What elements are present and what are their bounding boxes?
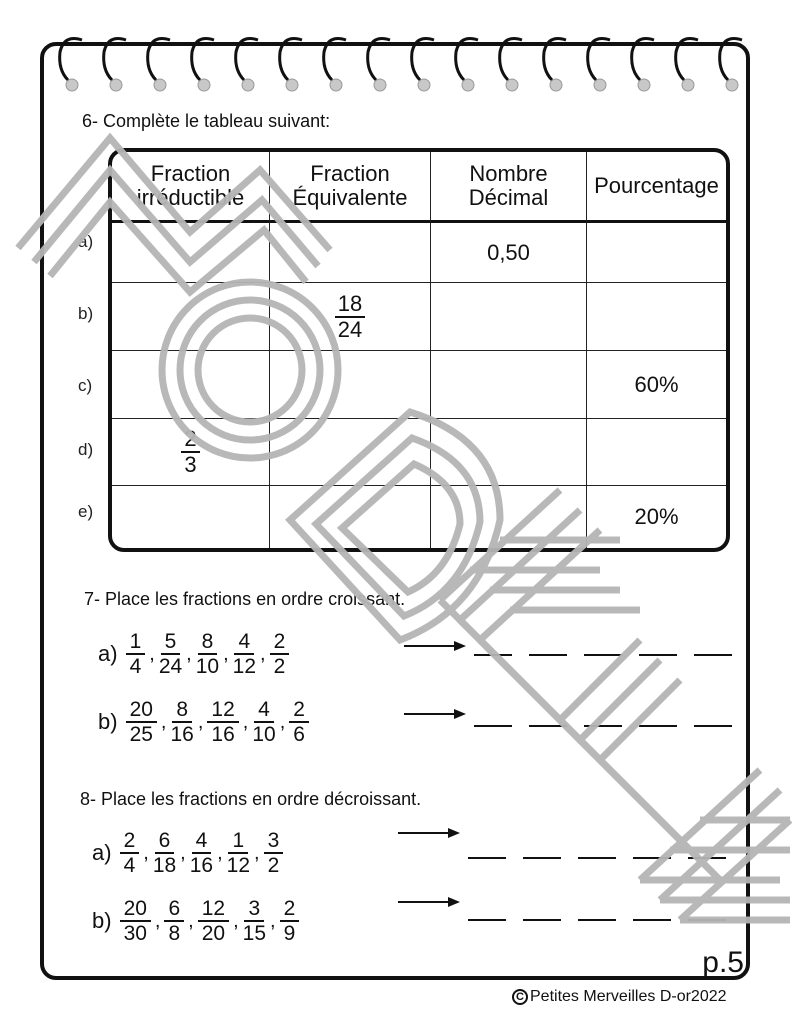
item-label: b) (98, 709, 118, 734)
fraction (270, 630, 290, 678)
answer-blank[interactable] (633, 918, 671, 921)
answer-blank[interactable] (578, 918, 616, 921)
numerator: 1 (126, 630, 146, 655)
cell-a-percentage[interactable] (587, 223, 726, 283)
fraction (164, 897, 184, 945)
comma-separator: , (197, 710, 204, 733)
row-label-c: c) (78, 376, 93, 395)
cell-c-equivalent[interactable] (270, 351, 431, 419)
comma-separator: , (143, 841, 149, 864)
cell-b-decimal[interactable] (431, 283, 587, 351)
answer-blank[interactable] (584, 724, 622, 727)
fraction (126, 630, 146, 678)
comma-separator: , (233, 909, 239, 932)
denominator: 20 (201, 922, 226, 945)
denominator: 12 (232, 655, 257, 678)
header-equivalent: Fraction Équivalente (270, 152, 431, 223)
answer-blank[interactable] (639, 724, 677, 727)
fraction-sequence-8b (92, 897, 299, 945)
numerator: 2 (280, 897, 300, 922)
answer-blanks-8b[interactable] (468, 918, 726, 921)
comma-separator: , (154, 909, 161, 932)
answer-blank[interactable] (468, 918, 506, 921)
cell-d-percentage[interactable] (587, 419, 726, 486)
answer-blank[interactable] (523, 918, 561, 921)
cell-b-equivalent (270, 283, 431, 351)
denominator: 18 (152, 854, 177, 877)
answer-blank[interactable] (688, 856, 726, 859)
numerator: 8 (198, 630, 218, 655)
answer-blank[interactable] (688, 918, 726, 921)
comma-separator: , (186, 642, 192, 665)
denominator: 30 (123, 922, 147, 945)
fraction-sequence-7b (98, 698, 309, 746)
fraction (196, 630, 219, 678)
answer-blank[interactable] (523, 856, 561, 859)
cell-b-percentage[interactable] (587, 283, 726, 351)
denominator: 4 (129, 655, 142, 678)
cell-c-irreducible[interactable] (112, 351, 270, 419)
numerator: 12 (198, 897, 229, 922)
fraction (198, 897, 229, 945)
cell-e-equivalent[interactable] (270, 486, 431, 548)
cell-a-irreducible[interactable] (112, 223, 270, 283)
denominator: 2 (273, 655, 286, 678)
denominator: 6 (293, 723, 305, 746)
fraction (227, 829, 250, 877)
copyright-text: Petites Merveilles D-or2022 (530, 988, 727, 1005)
row-label-b: b) (78, 304, 94, 323)
answer-blank[interactable] (584, 653, 622, 656)
fraction (120, 829, 140, 877)
denominator: 10 (252, 723, 276, 746)
numerator: 4 (254, 698, 274, 723)
numerator: 6 (164, 897, 184, 922)
copyright-icon: C (512, 989, 528, 1005)
section-8-heading: 8- Place les fractions en ordre décroissant. (80, 789, 422, 809)
denominator: 4 (123, 854, 136, 877)
fraction-sequence-8a (92, 829, 283, 877)
comma-separator: , (160, 710, 167, 733)
denominator: 9 (283, 922, 296, 945)
numerator: 4 (234, 630, 254, 655)
comma-separator: , (254, 841, 260, 864)
arrow-right-icon (398, 894, 460, 910)
fraction (159, 630, 182, 678)
numerator: 2 (270, 630, 290, 655)
numerator: 3 (264, 829, 284, 854)
comma-separator: , (270, 909, 276, 932)
cell-a-decimal: 0,50 (431, 223, 587, 283)
fraction (153, 829, 176, 877)
numerator: 2 (120, 829, 140, 854)
answer-blank[interactable] (694, 724, 732, 727)
numerator: 2 (289, 698, 309, 723)
denominator: 16 (170, 723, 194, 746)
comma-separator: , (180, 841, 186, 864)
answer-blank[interactable] (474, 724, 512, 727)
fraction (126, 698, 157, 746)
item-label: a) (92, 840, 112, 865)
answer-blanks-7a[interactable] (474, 653, 732, 656)
comma-separator: , (242, 710, 249, 733)
numerator: 3 (244, 897, 264, 922)
denominator: 16 (211, 723, 235, 746)
fraction: $\frac{2}{3}$ (181, 427, 199, 477)
numerator: 12 (207, 698, 238, 723)
fraction (170, 698, 193, 746)
header-decimal: Nombre Décimal (431, 152, 587, 223)
cell-a-equivalent[interactable] (270, 223, 431, 283)
cell-d-decimal[interactable] (431, 419, 587, 486)
fraction (233, 630, 256, 678)
denominator: 15 (242, 922, 267, 945)
fraction (207, 698, 238, 746)
fraction (289, 698, 309, 746)
denominator: 24 (158, 655, 183, 678)
comma-separator: , (149, 642, 155, 665)
numerator: 8 (172, 698, 192, 723)
fraction-table (108, 148, 730, 552)
comma-separator: , (188, 909, 194, 932)
denominator: 25 (129, 723, 153, 746)
denominator: 12 (226, 854, 251, 877)
section-6-heading: 6- Complète le tableau suivant: (82, 111, 331, 131)
denominator: 16 (189, 854, 214, 877)
cell-c-decimal[interactable] (431, 351, 587, 419)
denominator: 10 (195, 655, 220, 678)
numerator: 1 (228, 829, 248, 854)
arrow-right-icon (398, 825, 460, 841)
numerator: 5 (161, 630, 181, 655)
answer-blank[interactable] (474, 653, 512, 656)
numerator: 20 (126, 698, 157, 723)
cell-e-percentage: 20% (634, 504, 679, 529)
answer-blank[interactable] (529, 653, 567, 656)
answer-blank[interactable] (633, 856, 671, 859)
fraction: $\frac{18}{24}$ (335, 292, 365, 342)
copyright-notice (512, 988, 727, 1006)
comma-separator: , (217, 841, 223, 864)
row-label-e: e) (78, 502, 94, 521)
cell-c-percentage: 60% (587, 351, 726, 419)
comma-separator: , (223, 642, 229, 665)
arrow-right-icon (404, 706, 466, 722)
answer-blank[interactable] (694, 653, 732, 656)
answer-blanks-7b[interactable] (474, 724, 732, 727)
section-7-heading: 7- Place les fractions en ordre croissant. (84, 589, 406, 609)
denominator: 2 (267, 854, 280, 877)
comma-separator: , (260, 642, 266, 665)
cell-d-equivalent[interactable] (270, 419, 431, 486)
page-number: p.5 (702, 946, 744, 979)
fraction (280, 897, 300, 945)
fraction (190, 829, 213, 877)
item-label: a) (98, 641, 118, 666)
answer-blank[interactable] (529, 724, 567, 727)
header-percentage: Pourcentage (587, 152, 726, 223)
row-label-a: a) (78, 232, 94, 251)
cell-e-irreducible[interactable] (112, 486, 270, 548)
fraction (252, 698, 275, 746)
numerator: 20 (120, 897, 151, 922)
answer-blank[interactable] (468, 856, 506, 859)
cell-d-irreducible (112, 419, 270, 486)
denominator: 8 (168, 922, 181, 945)
header-irreducible: Fraction irréductible (112, 152, 270, 223)
answer-blank[interactable] (578, 856, 616, 859)
numerator: 4 (192, 829, 212, 854)
comma-separator: , (279, 710, 286, 733)
fraction (120, 897, 151, 945)
cell-b-irreducible[interactable] (112, 283, 270, 351)
arrow-right-icon (404, 638, 466, 654)
answer-blanks-8a[interactable] (468, 856, 726, 859)
row-label-d: d) (78, 440, 94, 459)
numerator: 6 (155, 829, 175, 854)
fraction (264, 829, 284, 877)
fraction-sequence-7a (98, 630, 289, 678)
item-label: b) (92, 908, 112, 933)
cell-e-decimal[interactable] (431, 486, 587, 548)
answer-blank[interactable] (639, 653, 677, 656)
fraction (243, 897, 266, 945)
